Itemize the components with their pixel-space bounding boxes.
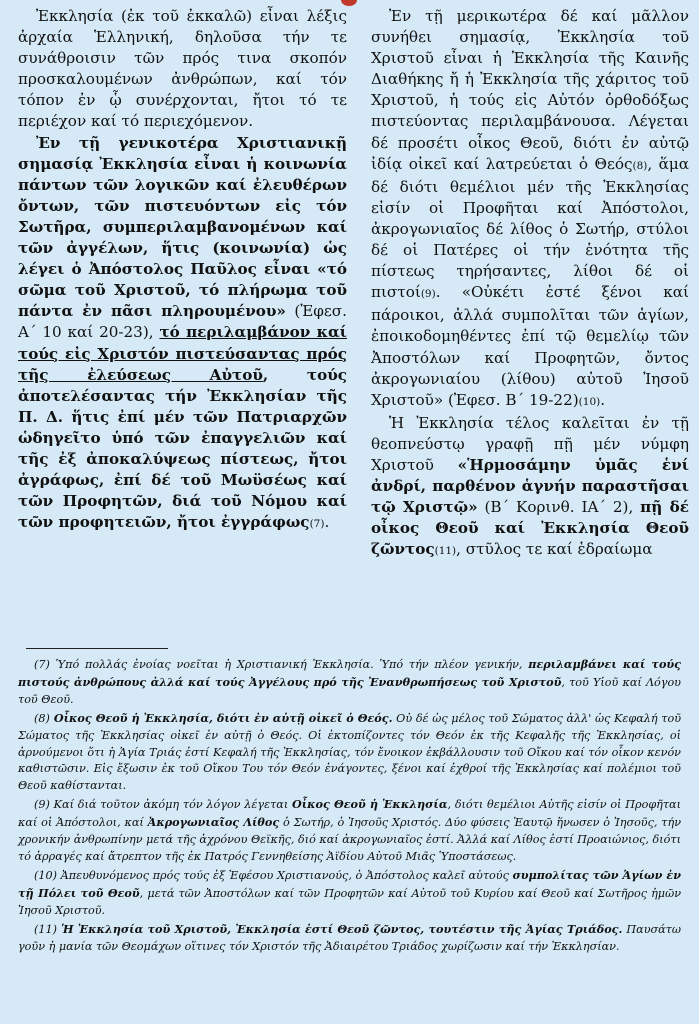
right-p2-quote: «Ἡρμοσάμην ὑμᾶς ἑνί ἀνδρί, παρθένον ἁγνήν παραστῆσαι τῷ Χριστῷ» (371, 455, 689, 517)
footnote-ref-7[interactable]: (7) (309, 518, 325, 531)
right-p2-bold: πῇ δέ οἶκος Θεοῦ καί Ἐκκλησία Θεοῦ ζῶντος (371, 498, 689, 559)
footnote-ref-11[interactable]: (11) (434, 545, 457, 558)
footnote-7: (7) Ὑπό πολλάς ἐνοίας νοεῖται ἡ Χριστιανική Ἐκκλησία. Ὑπό τήν πλέον γενικήν, περιλαμβάνει καί τούς πιστούς ἀνθρώπους ἀλλά καί τούς Ἀγγέλους πρό τῆς Ἐνανθρωπήσεως τοῦ Χριστοῦ, τοῦ Υἱοῦ καί Λόγου τοῦ Θεοῦ. (18, 657, 681, 706)
left-paragraph-2: Ἐν τῇ γενικοτέρα Χριστιανικῇ σημασίᾳ Ἐκκλησία εἶναι ἡ κοινωνία πάντων τῶν λογικῶν καί ἐλευθέρων ὄντων, τῶν πιστευόντων εἰς τόν Σωτῆρα, συμπεριλαμβανομένων καί τῶν ἀγγέλων, ἥτις (κοινωνία) ὡς λέγει ὁ Ἀπόστολος Παῦλος εἶναι «τό σῶμα τοῦ Χριστοῦ, τό πλήρωμα τοῦ πάντα ἐν πᾶσι πληρουμένου» (Ἐφεσ. Α΄ 10 καί 20-23), τό περιλαμβάνον καί τούς εἰς Χριστόν πιστεύσαντας πρός τῆς ἐλεύσεως Αὐτοῦ, τούς ἀποτελέσαντας τήν Ἐκκλησίαν τῆς Π. Δ. ἥτις ἐπί μέν τῶν Πατριαρχῶν ὡδηγεῖτο ὑπό τῶν ἐπαγγελιῶν καί τῆς ἐξ ἀποκαλύψεως πίστεως, ἤτοι ἀγράφως, ἐπί δέ τοῦ Μωϋσέως καί τῶν Προφητῶν, διά τοῦ Νόμου καί τῶν προφητειῶν, ἤτοι ἐγγράφως(7). (18, 133, 348, 532)
footnote-ref-10[interactable]: (10) (578, 395, 601, 408)
footnote-8: (8) Οἶκος Θεοῦ ἡ Ἐκκλησία, διότι ἐν αὐτῇ οἰκεῖ ὁ Θεός. Οὐ δέ ὡς μέλος τοῦ Σώματος ἀλλ' ὡς Κεφαλή τοῦ Σώματος τῆς Ἐκκλησίας οἰκεῖ ἐν αὐτῇ ὁ Θεός. Οἱ ἐκτοπίζοντες τόν Θεόν ἐκ τῆς Κεφαλῆς τῆς Ἐκκλησίας, οἱ ἀρνούμενοι ὅτι ἡ Ἁγία Τριάς ἐστί Κεφαλή τῆς Ἐκκλησίας, τόν ἔνοικον ἐκβάλλουσιν τοῦ Οἴκου καί τόν οἶκον κενόν καθιστῶσιν. Εἰς ἔξωσιν ἐκ τοῦ Οἴκου Του τόν Θεόν ἐνάγοντες, ξένοι καί ἐχθροί τῆς Ἐκκλησίας καί πολέμιοι τοῦ Θεοῦ καθίστανται. (18, 710, 681, 793)
left-column (10, 6, 359, 640)
left-paragraph-1: Ἐκκλησία (ἐκ τοῦ ἐκκαλῶ) εἶναι λέξις ἀρχαία Ἑλληνική, δηλοῦσα τήν τε συνάθροισιν τῶν πρός τινα σκοπόν προσκαλουμένων ἀνθρώπων, καί τόν τόπον ἐν ᾧ συνέρχονται, ἤτοι τό τε περιέχον καί τό περιεχόμενον. (18, 7, 347, 131)
footnote-divider (26, 648, 168, 649)
footnote-11: (11) Ἡ Ἐκκλησία τοῦ Χριστοῦ, Ἐκκλησία ἐστί Θεοῦ ζῶντος, τουτέστιν τῆς Ἁγίας Τριάδος. Παυσάτω γοῦν ἡ μανία τῶν Θεομάχων οἵτινες τόν Χριστόν τῆς Ἀδιαιρέτου Τριάδος χωρίζωσιν καί τήν Ἐκκλησίαν. (18, 921, 681, 953)
left-p2-underlined: τό περιλαμβάνον καί τούς εἰς Χριστόν πιστεύσαντας πρός τῆς ἐλεύσεως Αὐτοῦ (18, 323, 348, 384)
right-paragraph-1: Ἐν τῇ μερικωτέρα δέ καί μᾶλλον συνήθει σημασίᾳ, Ἐκκλησία τοῦ Χριστοῦ εἶναι ἡ Ἐκκλησία τῆς Καινῆς Διαθήκης ἤ ἡ Ἐκκλησία τῆς χάριτος τοῦ Χριστοῦ, ἡ τούς εἰς Αὐτόν ὀρθοδόξως πιστεύοντας περιλαμβάνουσα. Λέγεται δέ προσέτι οἶκος Θεοῦ, διότι ἐν αὐτῷ ἰδίᾳ οἰκεῖ καί λατρεύεται ὁ Θεός(8), ἅμα δέ διότι θεμέλιοι μέν τῆς Ἐκκλησίας εἰσίν οἱ Προφῆται καί Ἀπόστολοι, ἀκρογωνιαῖος δέ λίθος ὁ Σωτήρ, στύλοι δέ οἱ Πατέρες οἱ τήν ἑνότητα τῆς πίστεως τηρήσαντες, λίθοι δέ οἱ πιστοί(9). «Οὐκέτι ἐστέ ξένοι καί πάροικοι, ἀλλά συμπολῖται τῶν ἁγίων, ἐποικοδομηθέντες ἐπί τῷ θεμελίῳ τῶν Ἀποστόλων καί Προφητῶν, ὄντος ἀκρογωνιαίου (λίθου) αὐτοῦ Ἰησοῦ Χριστοῦ» (Ἐφεσ. Β΄ 19-22)(10). (371, 7, 689, 409)
left-p2-bold: Ἐν τῇ γενικοτέρα Χριστιανικῇ σημασίᾳ Ἐκκλησία εἶναι ἡ κοινωνία πάντων τῶν λογικῶν καί ἐλευθέρων ὄντων, τῶν πιστευόντων εἰς τόν Σωτῆρα, συμπεριλαμβανομένων καί τῶν ἀγγέλων, ἥτις (κοινωνία) ὡς λέγει ὁ Ἀπόστολος Παῦλος εἶναι «τό σῶμα τοῦ Χριστοῦ, τό πλήρωμα τοῦ πάντα ἐν πᾶσι πληρουμένου» (18, 133, 347, 321)
footnotes (18, 656, 681, 956)
footnote-10: (10) Ἀπευθυνόμενος πρός τούς ἐξ Ἐφέσου Χριστιανούς, ὁ Ἀπόστολος καλεῖ αὐτούς συμπολίτας τῶν Ἁγίων ἐν τῇ Πόλει τοῦ Θεοῦ, μετά τῶν Ἀποστόλων καί τῶν Προφητῶν καί Αὐτοῦ τοῦ Κυρίου καί Θεοῦ καί Σωτῆρος ἡμῶν Ἰησοῦ Χριστοῦ. (18, 867, 682, 917)
footnote-ref-9[interactable]: (9) (420, 288, 436, 301)
left-p2-bold-end: , τούς ἀποτελέσαντας τήν Ἐκκλησίαν τῆς Π. Δ. ἥτις ἐπί μέν τῶν Πατριαρχῶν ὡδηγεῖτο ὑπό τῶν ἐπαγγελιῶν καί τῆς ἐξ ἀποκαλύψεως πίστεως, ἤτοι ἀγράφως, ἐπί δέ τοῦ Μωϋσέως καί τῶν Προφητῶν, διά τοῦ Νόμου καί τῶν προφητειῶν, ἤτοι ἐγγράφως (18, 365, 347, 532)
left-p2-ref-text: (Ἐφεσ. Α΄ 10 καί 20-23), (18, 302, 347, 342)
right-paragraph-2: Ἡ Ἐκκλησία τέλος καλεῖται ἐν τῇ θεοπνεύστῳ γραφῇ πῇ μέν νύμφη Χριστοῦ «Ἡρμοσάμην ὑμᾶς ἑνί ἀνδρί, παρθένον ἁγνήν παραστῆσαι τῷ Χριστῷ» (Β΄ Κορινθ. ΙΑ΄ 2), πῇ δέ οἶκος Θεοῦ καί Ἐκκλησία Θεοῦ ζῶντος(11), στῦλος τε καί ἑδραίωμα (371, 413, 689, 559)
right-column (359, 6, 689, 640)
footnote-ref-8[interactable]: (8) (632, 159, 648, 172)
footnote-9: (9) Καί διά τοῦτον ἀκόμη τόν λόγον λέγεται Οἶκος Θεοῦ ἡ Ἐκκλησία, διότι θεμέλιοι Αὐτῆς εἰσίν οἱ Προφῆται καί οἱ Ἀπόστολοι, καί Ἀκρογωνιαῖος Λίθος ὁ Σωτήρ, ὁ Ἰησοῦς Χριστός. Δύο φύσεις Ἑαυτῷ ἥνωσεν ὁ Ἰησοῦς, τήν χρονικήν ἀνθρωπίνην μετά τῆς ἀχρόνου Θεϊκῆς, διό καί ἀκρογωνιαῖος ἐστί. Ἀλλά καί Λίθος ἐστί Προαιώνιος, διότι τό ἀρραγές καί ἄτρεπτον τῆς ἐκ Πατρός Γεννηθείσης Ἀϊδίου Αὐτοῦ Μιᾶς Ὑποστάσεως. (18, 797, 681, 863)
